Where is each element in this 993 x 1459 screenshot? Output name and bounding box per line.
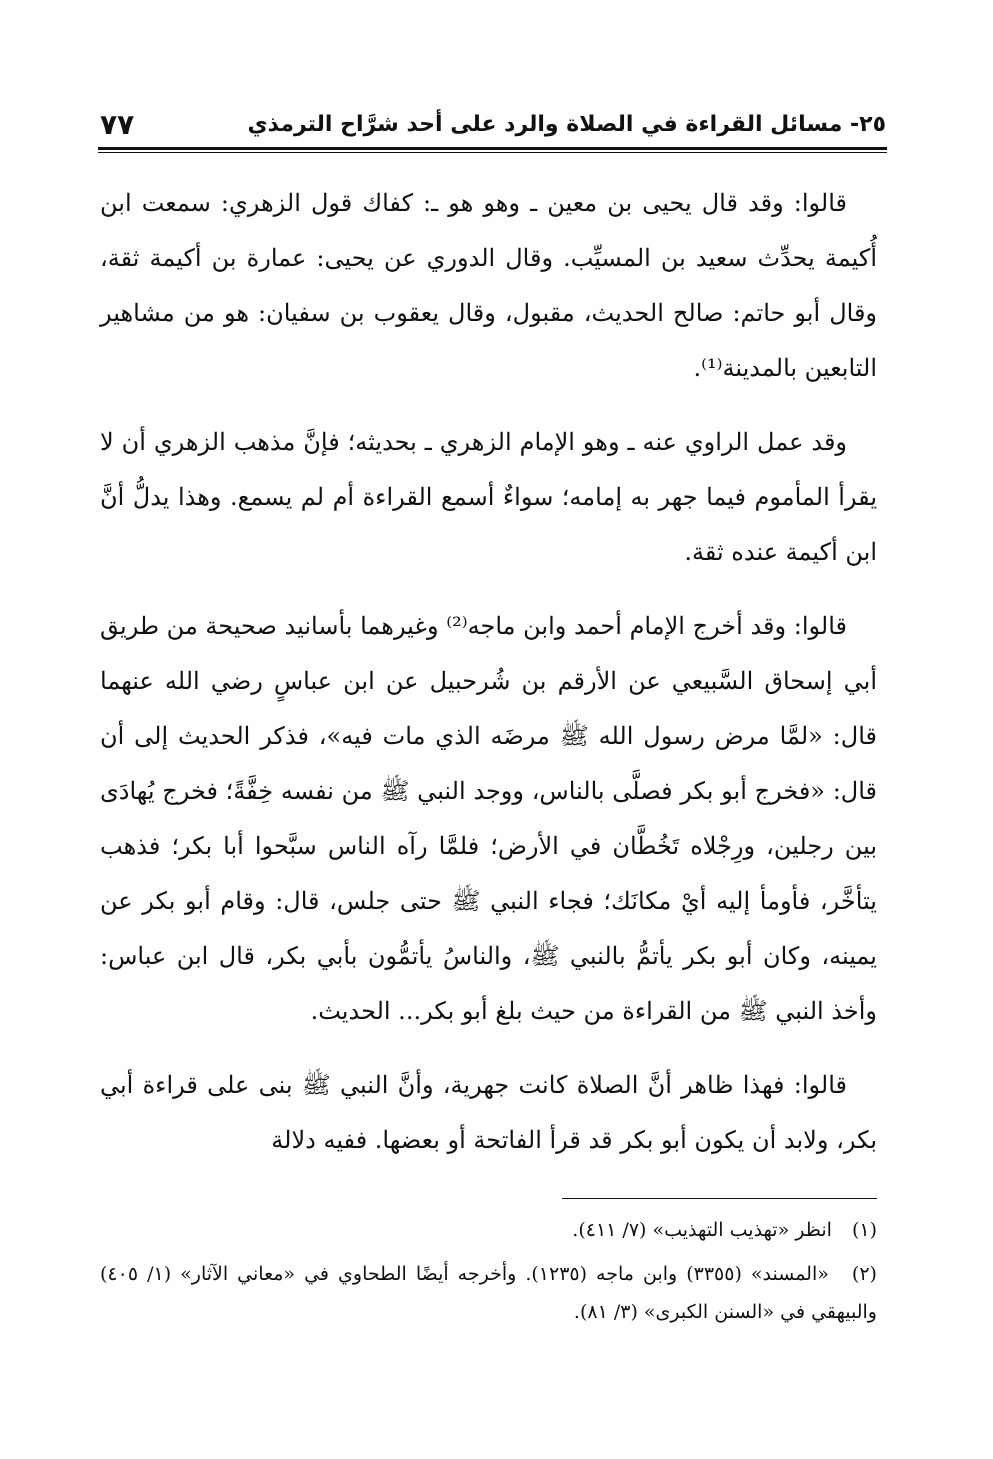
footnote-number: (٢) bbox=[851, 1263, 877, 1285]
footnote-text: «المسند» (٣٣٥٥) وابن ماجه (١٢٣٥). وأخرجه أيضًا الطحاوي في «معاني الآثار» (١/ ٤٠٥) والبيهقي في «السنن الكبرى» (٣/ ٨١). bbox=[100, 1263, 877, 1323]
running-title: ٢٥- مسائل القراءة في الصلاة والرد على أحد شرَّاح الترمذي bbox=[247, 112, 886, 137]
paragraph: وقد عمل الراوي عنه ـ وهو الإمام الزهري ـ بحديثه؛ فإنَّ مذهب الزهري أن لا يقرأ المأموم فيما جهر به إمامه؛ سواءٌ أسمع القراءة أم لم يسمع. وهذا يدلُّ أنَّ ابن أكيمة عنده ثقة. bbox=[100, 428, 877, 566]
main-text bbox=[100, 176, 877, 1187]
footnote-separator bbox=[562, 1198, 877, 1199]
page-number: ٧٧ bbox=[100, 108, 135, 141]
header-rule bbox=[98, 147, 887, 150]
paragraph: قالوا: وقد قال يحيى بن معين ـ وهو هو ـ: كفاك قول الزهري: سمعت ابن أُكيمة يحدِّث سعيد بن المسيِّب. وقال الدوري عن يحيى: عمارة بن أكيمة ثقة، وقال أبو حاتم: صالح الحديث، مقبول، وقال يعقوب بن سفيان: هو من مشاهير التابعين بالمدينة⁽¹⁾. bbox=[100, 189, 877, 382]
footnote bbox=[100, 1211, 877, 1249]
header-rule-thin bbox=[98, 152, 887, 153]
page-header bbox=[100, 108, 886, 148]
paragraph: قالوا: وقد أخرج الإمام أحمد وابن ماجه⁽²⁾ وغيرهما بأسانيد صحيحة من طريق أبي إسحاق السَّبيعي عن الأرقم بن شُرحبيل عن ابن عباسٍ رضي الله عنهما قال: «لمَّا مرض رسول الله ﷺ مرضَه الذي مات فيه»، فذكر الحديث إلى أن قال: «فخرج أبو بكر فصلَّى بالناس، ووجد النبي ﷺ من نفسه خِفَّةً؛ فخرج يُهادَى بين رجلين، ورِجْلاه تَخُطَّان في الأرض؛ فلمَّا رآه الناس سبَّحوا أبا بكر؛ فذهب يتأخَّر، فأومأ إليه أيْ مكانَك؛ فجاء النبي ﷺ حتى جلس، قال: وقام أبو بكر عن يمينه، وكان أبو بكر يأتمُّ بالنبي ﷺ، والناسُ يأتمُّون بأبي بكر، قال ابن عباس: وأخذ النبي ﷺ من القراءة من حيث بلغ أبو بكر... الحديث. bbox=[100, 612, 878, 1025]
footnote bbox=[100, 1255, 877, 1331]
footnote-text: انظر «تهذيب التهذيب» (٧/ ٤١١). bbox=[572, 1219, 832, 1241]
footnote-number: (١) bbox=[851, 1219, 877, 1241]
footnotes bbox=[100, 1211, 877, 1337]
paragraph: قالوا: فهذا ظاهر أنَّ الصلاة كانت جهرية، وأنَّ النبي ﷺ بنى على قراءة أبي بكر، ولابد أن يكون أبو بكر قد قرأ الفاتحة أو بعضها. ففيه دلالة bbox=[100, 1071, 877, 1154]
